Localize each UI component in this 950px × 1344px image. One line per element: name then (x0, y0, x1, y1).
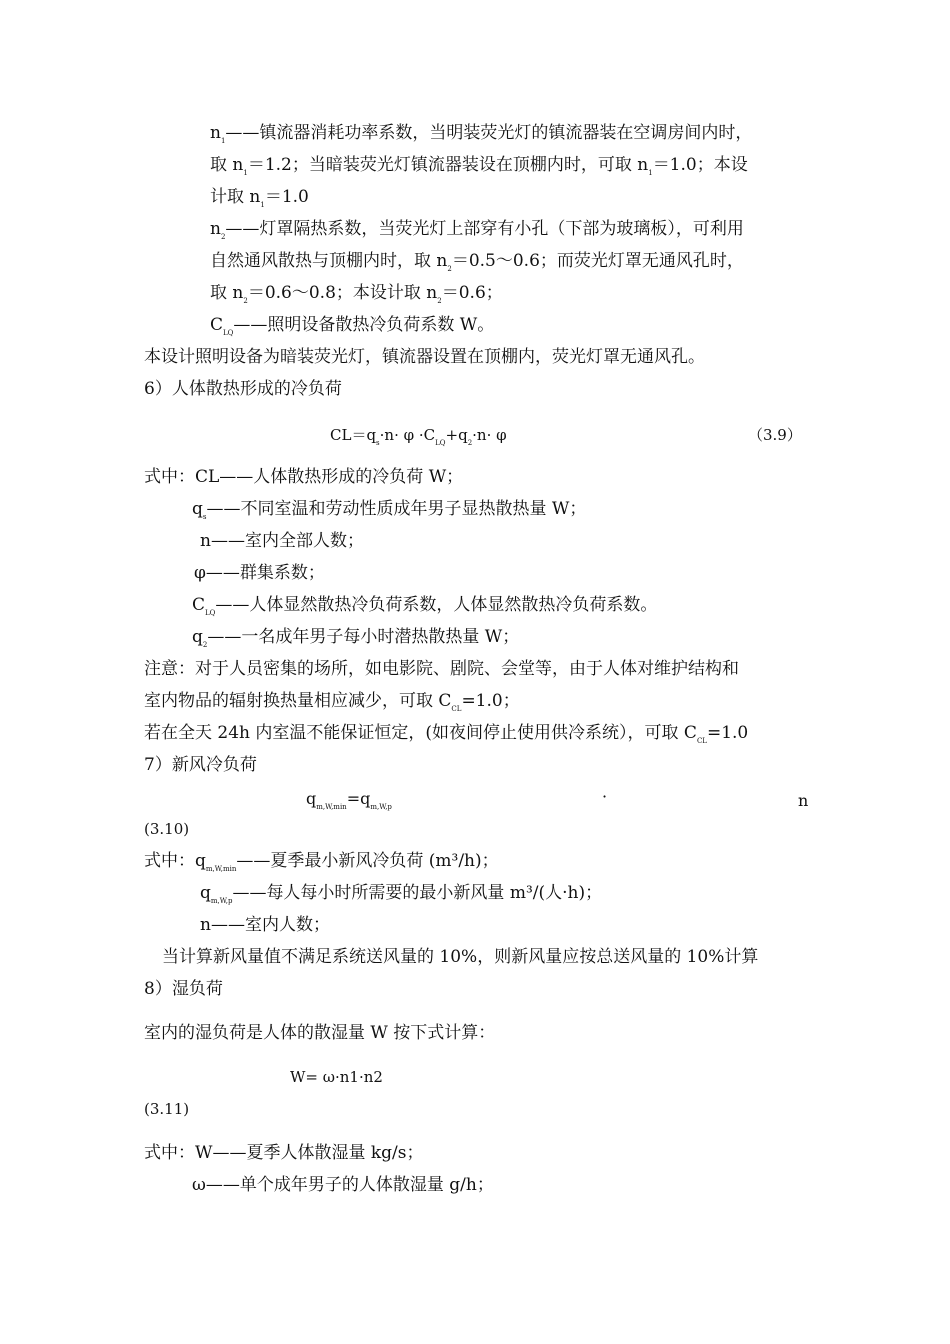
where-w: 式中：W——夏季人体散湿量 kg/s； (144, 1143, 424, 1163)
equation-3-9-number: （3.9） (748, 426, 802, 444)
qs-definition: $q_s——$不同室温和劳动性质成年男子显热散热量 W； (192, 499, 587, 521)
q-p-definition: $q_{m,W,p}——$每人每小时所需要的最小新风量 m³/(人·h)； (200, 883, 603, 905)
phi-definition: φ——群集系数； (194, 563, 325, 583)
section-6-heading: 6）人体散热形成的冷负荷 (144, 379, 342, 399)
equation-3-10-n: n (798, 791, 809, 810)
where-cl: 式中：CL——人体散热形成的冷负荷 W； (144, 467, 464, 487)
equation-3-10-number: (3.10) (144, 820, 190, 838)
equation-3-11-number: (3.11) (144, 1100, 190, 1118)
equation-3-11: W= ω·n1·n2 (290, 1068, 383, 1086)
n1-definition-line-3: 计取 $n_1=1.0$ (210, 187, 309, 209)
fresh-air-note: 当计算新风量值不满足系统送风量的 10%，则新风量应按总送风量的 10%计算 (162, 947, 759, 967)
n-definition: n——室内全部人数； (200, 531, 364, 551)
equation-3-10-dot: · (602, 787, 608, 806)
clq-definition: $C_{LQ}——$照明设备散热冷负荷系数 W。 (210, 315, 495, 337)
n1-definition-line-1: $n_1——$镇流器消耗功率系数，当明装荧光灯的镇流器装在空调房间内时， (210, 123, 753, 145)
omega-definition: ω——单个成年男子的人体散湿量 g/h； (192, 1175, 494, 1195)
equation-3-10: $q_{m,W,min}=q_{m,W,p}$ (306, 789, 392, 811)
n2-definition-line-3: 取 $n_2=0.6\sim 0.8$；本设计取 $n_2=0.6$； (210, 283, 503, 305)
clq-body-definition: $C_{LQ}——$人体显然散热冷负荷系数，人体显然散热冷负荷系数。 (192, 595, 658, 617)
note-line-2: 室内物品的辐射换热量相应减少，可取 $C_{CL}=1.0$； (144, 691, 520, 713)
n1-definition-line-2: 取 $n_1=1.2$；当暗装荧光灯镇流器装设在顶棚内时，可取 $n_1=1.0$；本设 (210, 155, 748, 177)
where-q-min: 式中：$q_{m,W,min}——$夏季最小新风冷负荷 (m³/h)； (144, 851, 499, 873)
humidity-intro: 室内的湿负荷是人体的散湿量 W 按下式计算： (144, 1023, 496, 1043)
n2-definition-line-1: $n_2——$灯罩隔热系数，当荧光灯上部穿有小孔（下部为玻璃板），可利用 (210, 219, 744, 241)
note-line-1: 注意：对于人员密集的场所，如电影院、剧院、会堂等，由于人体对维护结构和 (144, 659, 739, 679)
design-note: 本设计照明设备为暗装荧光灯，镇流器设置在顶棚内，荧光灯罩无通风孔。 (144, 347, 705, 367)
q2-definition: $q_2——$一名成年男子每小时潜热散热量 W； (192, 627, 520, 649)
section-8-heading: 8）湿负荷 (144, 979, 223, 999)
n2-definition-line-2: 自然通风散热与顶棚内时，取 $n_2=0.5\sim 0.6$；而荧光灯罩无通风孔时， (210, 251, 744, 273)
section-7-heading: 7）新风冷负荷 (144, 755, 257, 775)
note-line-3: 若在全天 24h 内室温不能保证恒定，(如夜间停止使用供冷系统），可取 $C_{CL}=1.0$ (144, 723, 749, 745)
equation-3-9: $CL=q_s\cdot n\cdot \varphi \cdot C_{LQ}+q_2\cdot n\cdot \varphi$ (330, 426, 507, 447)
n-room-definition: n——室内人数； (200, 915, 330, 935)
